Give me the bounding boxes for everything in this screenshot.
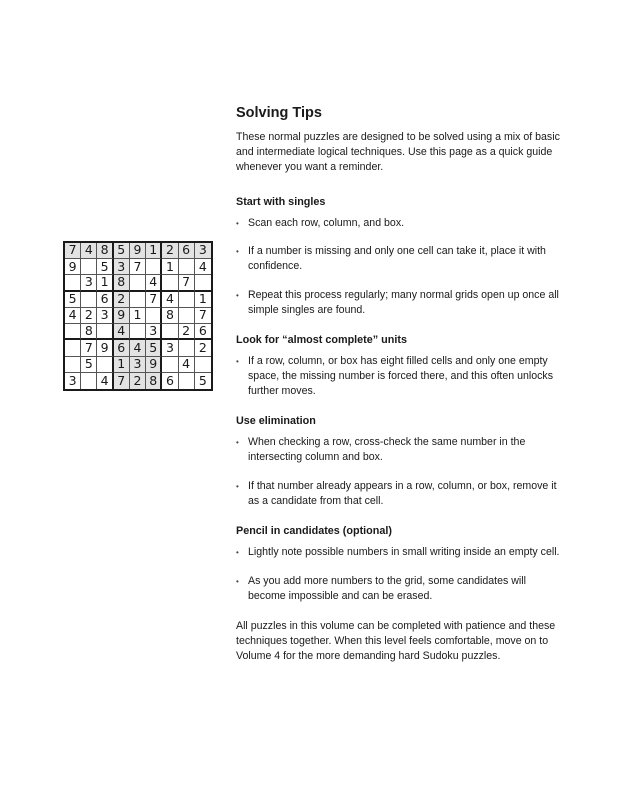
sudoku-cell: 5 — [198, 372, 207, 388]
sudoku-cell: 8 — [146, 373, 162, 389]
sudoku-cell: 2 — [114, 292, 130, 308]
sudoku-cell: 6 — [179, 243, 195, 259]
sudoku-cell: 3 — [81, 275, 97, 291]
sudoku-cell: 9 — [65, 259, 81, 275]
section-use-elimination — [236, 414, 566, 509]
sudoku-cell — [162, 275, 178, 291]
sudoku-cell — [130, 275, 146, 291]
sudoku-cell: 8 — [81, 324, 97, 340]
sudoku-cell: 8 — [114, 275, 130, 291]
sudoku-cell — [195, 275, 211, 291]
sudoku-cell: 4 — [114, 324, 130, 340]
sudoku-cell: 2 — [81, 308, 97, 324]
list-item: • As you add more numbers to the grid, some candidates will become impossible and can be erased. — [236, 574, 566, 604]
sudoku-cell — [162, 357, 178, 373]
sudoku-cell: 1 — [130, 308, 146, 324]
list-item: • Scan each row, column, and box. — [236, 216, 566, 231]
sudoku-cell: 3 — [114, 259, 130, 275]
sudoku-cell: 5 — [97, 259, 113, 275]
sudoku-cell: 9 — [114, 308, 130, 324]
sudoku-cell: 3 — [146, 324, 162, 340]
list-item: • If a row, column, or box has eight filled cells and only one empty space, the missing number is forced there, and this often unlocks further moves. — [236, 354, 566, 399]
section-heading: Pencil in candidates (optional) — [236, 525, 392, 537]
sudoku-cell: 5 — [65, 292, 81, 308]
section-start-with-singles — [236, 195, 566, 318]
sudoku-cell: 1 — [97, 275, 113, 291]
sudoku-cell — [65, 340, 81, 356]
sudoku-cell — [179, 373, 195, 389]
sudoku-cell: 9 — [130, 243, 146, 259]
sudoku-cell: 2 — [130, 373, 146, 389]
sudoku-cell: 5 — [114, 243, 130, 259]
page-title: Solving Tips — [236, 105, 322, 121]
sudoku-cell: 3 — [130, 357, 146, 373]
sudoku-cell: 7 — [195, 308, 211, 324]
sudoku-cell — [65, 275, 81, 291]
sudoku-cell: 7 — [146, 292, 162, 308]
sudoku-cell: 7 — [179, 275, 195, 291]
sudoku-cell: 4 — [179, 357, 195, 373]
section-heading: Use elimination — [236, 415, 316, 427]
sudoku-cell — [65, 324, 81, 340]
sudoku-cell: 4 — [65, 308, 81, 324]
bullet-list — [236, 216, 566, 318]
sudoku-cell: 1 — [114, 357, 130, 373]
sudoku-cell: 6 — [195, 324, 211, 340]
sudoku-cell: 5 — [81, 357, 97, 373]
bullet-list — [236, 435, 566, 509]
sudoku-cell: 3 — [162, 340, 178, 356]
sudoku-cell — [162, 324, 178, 340]
section-heading: Start with singles — [236, 196, 326, 208]
sudoku-cell: 4 — [162, 292, 178, 308]
sudoku-cell: 7 — [114, 373, 130, 389]
sudoku-cell — [81, 373, 97, 389]
sudoku-cell — [146, 308, 162, 324]
sudoku-cell — [179, 308, 195, 324]
sudoku-cell: 7 — [130, 259, 146, 275]
sudoku-cell: 1 — [195, 292, 211, 308]
sudoku-cell: 7 — [81, 340, 97, 356]
sudoku-cell: 4 — [146, 275, 162, 291]
bullet-list — [236, 354, 566, 399]
section-heading: Look for “almost complete” units — [236, 334, 407, 346]
list-item: • Lightly note possible numbers in small writing inside an empty cell. — [236, 545, 566, 560]
sudoku-cell: 2 — [195, 340, 211, 356]
sudoku-cell: 6 — [114, 340, 130, 356]
intro-paragraph: These normal puzzles are designed to be solved using a mix of basic and intermediate logical techniques. Use this page as a quick guide whenever you want a reminder. — [236, 131, 560, 173]
sudoku-cell: 4 — [195, 259, 211, 275]
list-item: • When checking a row, cross-check the same number in the intersecting column and box. — [236, 435, 566, 465]
list-item: • If a number is missing and only one cell can take it, place it with confidence. — [236, 244, 566, 274]
sudoku-cell: 9 — [146, 357, 162, 373]
sudoku-cell: 5 — [146, 340, 162, 356]
sudoku-cell — [130, 324, 146, 340]
sudoku-cell — [146, 259, 162, 275]
sudoku-cell: 4 — [130, 340, 146, 356]
sudoku-cell — [179, 292, 195, 308]
sudoku-cell: 8 — [162, 308, 178, 324]
sudoku-cell: 1 — [146, 243, 162, 259]
sudoku-cell: 4 — [81, 243, 97, 259]
sudoku-grid — [63, 241, 213, 391]
sudoku-cell — [81, 259, 97, 275]
sudoku-cell — [179, 340, 195, 356]
sudoku-cell — [97, 324, 113, 340]
sudoku-cell — [97, 357, 113, 373]
sudoku-cell — [81, 292, 97, 308]
sudoku-cell: 3 — [195, 243, 211, 259]
sudoku-cell — [65, 357, 81, 373]
sudoku-cell: 9 — [97, 340, 113, 356]
section-pencil-candidates — [236, 524, 566, 604]
bullet-list — [236, 545, 566, 604]
closing-paragraph: All puzzles in this volume can be completed with patience and these techniques together. When this level feels comfortable, move on to Volume 4 for the more demanding hard Sudoku puzzles. — [236, 620, 556, 662]
list-item: • If that number already appears in a row, column, or box, remove it as a candidate from that cell. — [236, 479, 566, 509]
sudoku-cell: 8 — [97, 243, 113, 259]
sudoku-cell — [179, 259, 195, 275]
sudoku-cell — [130, 292, 146, 308]
sudoku-cell: 2 — [179, 324, 195, 340]
sudoku-cell — [195, 357, 211, 373]
sudoku-cell: 7 — [65, 243, 81, 259]
sudoku-cell: 6 — [162, 373, 178, 389]
list-item: • Repeat this process regularly; many normal grids open up once all simple singles are found. — [236, 288, 566, 318]
sudoku-cell: 1 — [162, 259, 178, 275]
sudoku-cell: 3 — [65, 373, 81, 389]
solving-tips-column — [236, 104, 566, 664]
sudoku-cell: 6 — [97, 292, 113, 308]
sudoku-cell: 3 — [97, 308, 113, 324]
sudoku-cell: 2 — [162, 243, 178, 259]
sudoku-cell: 4 — [97, 373, 113, 389]
section-almost-complete — [236, 333, 566, 399]
